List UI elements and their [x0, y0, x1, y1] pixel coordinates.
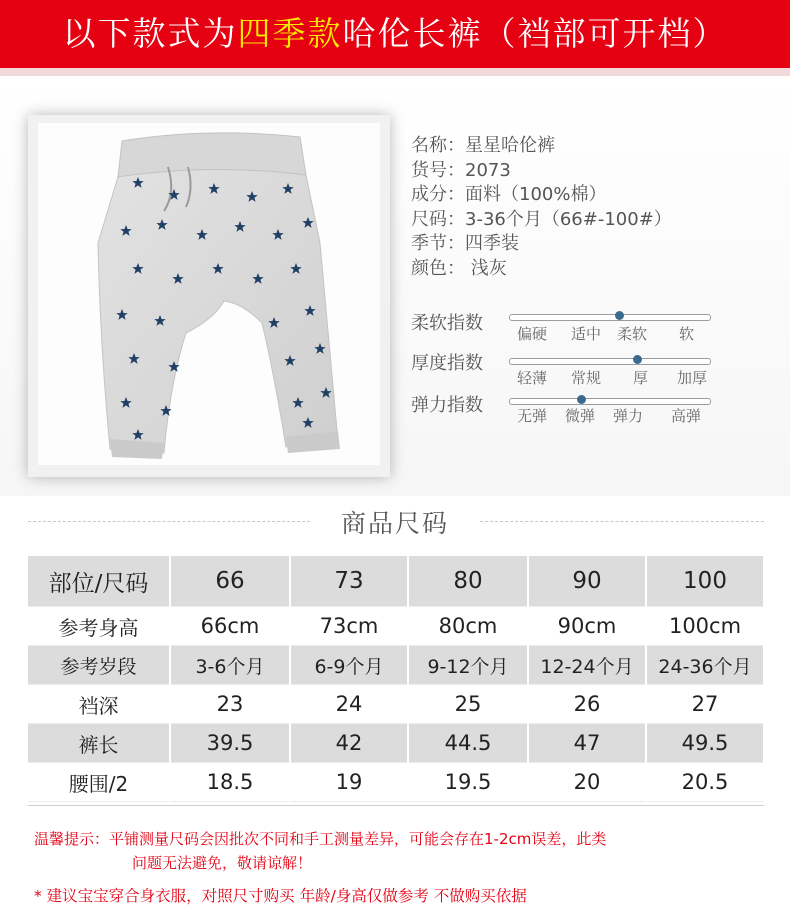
size-height-row — [28, 607, 764, 646]
thickness-option: 加厚 — [677, 369, 708, 387]
thickness-index-label: 厚度指数 — [411, 353, 483, 374]
size-cell: 19 — [290, 763, 408, 802]
size-cell: 80cm — [408, 607, 528, 646]
softness-option: 柔软 — [617, 325, 648, 343]
size-cell: 39.5 — [170, 724, 290, 763]
size-cell: 6-9个月 — [290, 646, 408, 685]
info-material: 成分：面料（100%棉） — [411, 184, 607, 206]
softness-indicator — [615, 311, 624, 320]
size-cell: 66 — [170, 556, 290, 607]
size-cell: 25 — [408, 685, 528, 724]
thickness-option: 轻薄 — [517, 369, 548, 387]
size-pants-length-row — [28, 724, 764, 763]
elasticity-option: 无弹 — [517, 407, 548, 425]
banner-suffix: 哈伦长裤（裆部可开档） — [342, 14, 728, 53]
measurement-tip: 温馨提示：平铺测量尺码会因批次不同和手工测量差异，可能会存在1-2cm误差，此类 — [34, 830, 607, 848]
size-cell: 90 — [528, 556, 646, 607]
size-cell: 3-6个月 — [170, 646, 290, 685]
size-row-label: 裆深 — [28, 685, 170, 724]
size-cell: 80 — [408, 556, 528, 607]
info-season: 季节：四季装 — [411, 233, 519, 255]
info-name: 名称：星星哈伦裤 — [411, 135, 555, 156]
size-header-row — [28, 556, 764, 607]
product-photo-frame — [28, 115, 390, 477]
elasticity-index-label: 弹力指数 — [411, 395, 483, 416]
size-row-label: 参考身高 — [28, 607, 170, 646]
info-size: 尺码：3-36个月（66#-100#） — [411, 208, 672, 230]
size-age-row — [28, 646, 764, 685]
size-cell: 20 — [528, 763, 646, 802]
thickness-indicator — [633, 355, 642, 364]
size-cell: 26 — [528, 685, 646, 724]
size-cell: 100cm — [646, 607, 764, 646]
size-cell: 20.5 — [646, 763, 764, 802]
size-crotch-depth-row — [28, 685, 764, 724]
size-row-label: 参考岁段 — [28, 646, 170, 685]
elasticity-option: 弹力 — [613, 407, 644, 425]
size-cell: 9-12个月 — [408, 646, 528, 685]
size-cell: 19.5 — [408, 763, 528, 802]
thickness-option: 常规 — [571, 369, 602, 387]
top-banner — [0, 0, 790, 68]
star-harem-pants-image — [38, 123, 380, 465]
size-cell: 27 — [646, 685, 764, 724]
banner-divider — [0, 68, 790, 76]
table-bottom-border — [28, 805, 764, 806]
elasticity-indicator — [577, 395, 586, 404]
size-cell: 90cm — [528, 607, 646, 646]
product-photo — [38, 123, 380, 465]
size-cell: 12-24个月 — [528, 646, 646, 685]
size-cell: 66cm — [170, 607, 290, 646]
size-cell: 73cm — [290, 607, 408, 646]
softness-option: 偏硬 — [517, 325, 548, 343]
softness-option: 适中 — [571, 325, 602, 343]
thickness-option: 厚 — [633, 369, 649, 387]
size-row-label: 腰围/2 — [28, 763, 170, 802]
size-cell: 49.5 — [646, 724, 764, 763]
size-cell: 44.5 — [408, 724, 528, 763]
size-cell: 24 — [290, 685, 408, 724]
size-cell: 42 — [290, 724, 408, 763]
softness-option: 软 — [679, 325, 695, 343]
info-sku: 货号：2073 — [411, 159, 511, 181]
banner-prefix: 以下款式为 — [62, 14, 238, 53]
purchase-advice: * 建议宝宝穿合身衣服，对照尺寸购买 年龄/身高仅做参考 不做购买依据 — [34, 887, 527, 905]
size-row-label: 部位/尺码 — [28, 556, 170, 607]
elasticity-option: 高弹 — [671, 407, 702, 425]
pants-body — [98, 169, 338, 453]
measurement-tip-continued: 问题无法避免，敬请谅解！ — [132, 854, 313, 872]
size-half-waist-row — [28, 763, 764, 802]
size-cell: 18.5 — [170, 763, 290, 802]
info-color: 颜色： 浅灰 — [411, 257, 507, 279]
banner-highlight: 四季款 — [237, 14, 343, 53]
size-row-label: 裤长 — [28, 724, 170, 763]
elasticity-option: 微弹 — [565, 407, 596, 425]
product-info — [411, 134, 672, 282]
size-cell: 73 — [290, 556, 408, 607]
size-cell: 23 — [170, 685, 290, 724]
size-cell: 47 — [528, 724, 646, 763]
softness-index-label: 柔软指数 — [411, 313, 483, 334]
size-cell: 100 — [646, 556, 764, 607]
size-cell: 24-36个月 — [646, 646, 764, 685]
size-chart-title: 商品尺码 — [340, 509, 449, 538]
size-table — [28, 556, 765, 802]
